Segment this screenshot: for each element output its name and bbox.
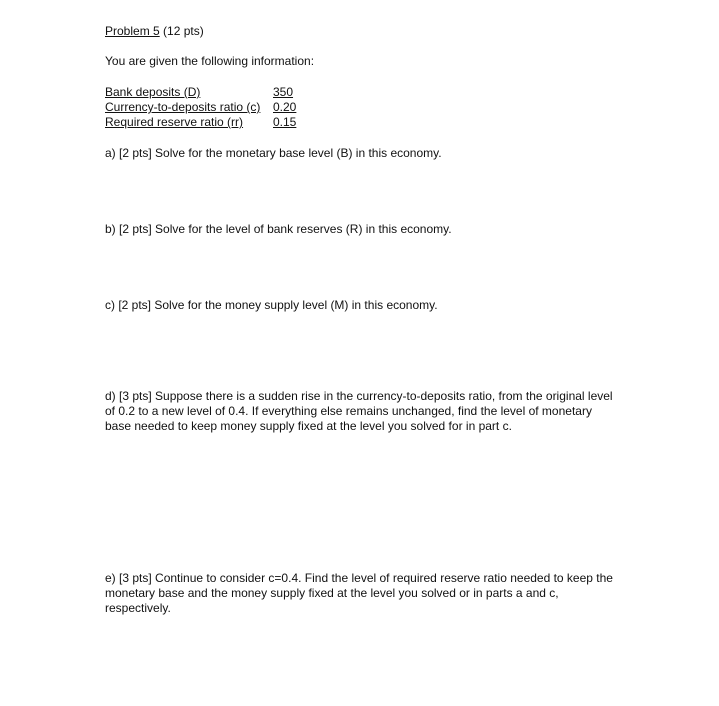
problem-points: (12 pts) xyxy=(159,24,204,38)
given-value: 350 xyxy=(273,85,294,99)
problem-title: Problem 5 xyxy=(105,24,160,38)
given-label: Required reserve ratio (rr) xyxy=(105,115,244,129)
given-row xyxy=(105,100,296,115)
given-info-table xyxy=(105,85,296,130)
problem-intro: You are given the following information: xyxy=(105,54,315,68)
question-d: d) [3 pts] Suppose there is a sudden rise in the currency-to-deposits ratio, from the original level of 0.2 to a new level of 0.4. If everything else remains unchanged, find the level of monetary base needed to keep money supply fixed at the level you solved for in part c. xyxy=(105,389,613,433)
question-b: b) [2 pts] Solve for the level of bank reserves (R) in this economy. xyxy=(105,222,452,236)
given-label: Currency-to-deposits ratio (c) xyxy=(105,100,261,114)
given-label: Bank deposits (D) xyxy=(105,85,201,99)
given-row xyxy=(105,115,296,130)
given-value: 0.20 xyxy=(273,100,297,114)
given-row xyxy=(105,85,296,100)
problem-page xyxy=(105,24,625,615)
given-value: 0.15 xyxy=(273,115,297,129)
question-e: e) [3 pts] Continue to consider c=0.4. Find the level of required reserve ratio needed to keep the monetary base and the money supply fixed at the level you solved or in parts a and c, respectively. xyxy=(105,571,613,615)
question-c: c) [2 pts] Solve for the money supply level (M) in this economy. xyxy=(105,298,438,312)
question-a: a) [2 pts] Solve for the monetary base level (B) in this economy. xyxy=(105,146,442,160)
problem-header xyxy=(105,24,625,40)
